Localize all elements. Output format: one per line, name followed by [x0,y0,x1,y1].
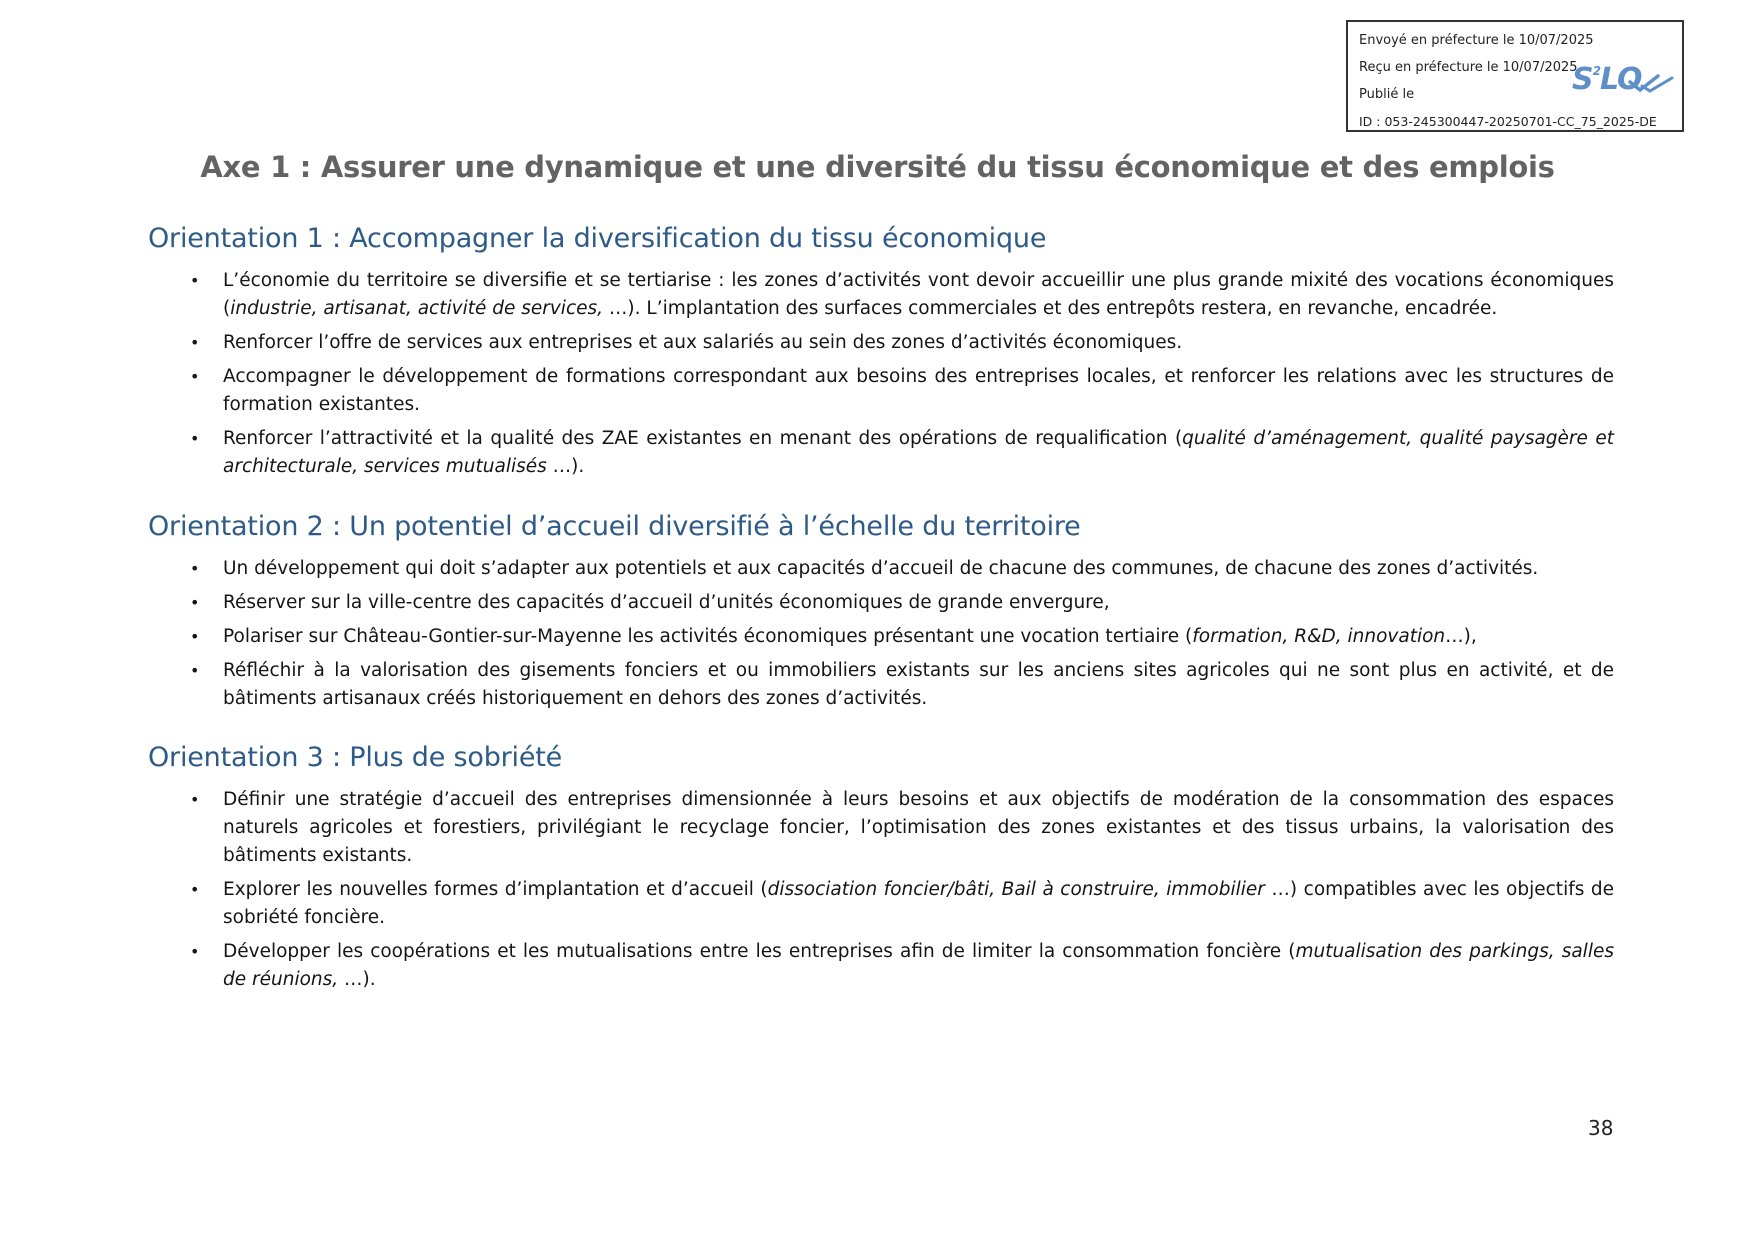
stamp-id: ID : 053-245300447-20250701-CC_75_2025-DE [1359,114,1657,129]
item-text: Renforcer l’attractivité et la qualité des ZAE existantes en menant des opérations de requalification ( [223,428,1183,449]
orientation-3-heading: Orientation 3 : Plus de sobriété [148,742,563,773]
bullet-icon: • [190,880,200,899]
item-text: …) compatibles avec les objectifs de sobriété foncière. [223,879,1614,928]
list-item [190,657,1614,713]
item-text: Explorer les nouvelles formes d’implantation et d’accueil ( [223,879,768,900]
item-text: Définir une stratégie d’accueil des entreprises dimensionnée à leurs besoins et aux objectifs de modération de la consommation des espaces naturels agricoles et forestiers, privilégiant le recyclage foncier, l’optimisation des zones existantes et des tissus urbains, la valorisation des bâtiments existants. [223,789,1614,866]
bullet-icon: • [190,627,200,646]
list-item [190,363,1614,419]
italic-text: dissociation foncier/bâti, Bail à construire, immobilier [767,879,1265,900]
prefecture-stamp [1346,20,1684,132]
bullet-icon: • [190,559,200,578]
bullet-icon: • [190,942,200,961]
list-item [190,555,1614,583]
item-text: …). [546,456,585,477]
orientation-2-list [190,555,1614,719]
item-text: L’économie du territoire se diversifie et se tertiarise : les zones d’activités vont devoir accueillir une plus grande mixité des vocations économiques ( [223,270,1614,319]
orientation-1-list [190,267,1614,487]
list-item [190,938,1614,994]
page-number: 38 [1588,1116,1614,1140]
list-item [190,786,1614,870]
list-item [190,589,1614,617]
item-text: Réfléchir à la valorisation des gisements fonciers et ou immobiliers existants sur les anciens sites agricoles qui ne sont plus en activité, et de bâtiments artisanaux créés historiquement en dehors des zones d’activités. [223,660,1614,709]
italic-text: formation, R&D, innovation [1192,626,1446,647]
item-text: Accompagner le développement de formations correspondant aux besoins des entreprises locales, et renforcer les relations avec les structures de formation existantes. [223,366,1614,415]
item-text: …). L’implantation des surfaces commerciales et des entrepôts restera, en revanche, encadrée. [603,298,1498,319]
list-item [190,623,1614,651]
item-text: Réserver sur la ville-centre des capacités d’accueil d’unités économiques de grande envergure, [223,592,1110,613]
stamp-sent-date: Envoyé en préfecture le 10/07/2025 [1359,33,1594,48]
italic-text: qualité d’aménagement, qualité paysagère et architecturale, services mutualisés [223,428,1614,477]
italic-text: industrie, artisanat, activité de services, [230,298,604,319]
s2lo-logo: $S^2LO$ [1572,62,1672,102]
item-text: Renforcer l’offre de services aux entreprises et aux salariés au sein des zones d’activités économiques. [223,332,1183,353]
stamp-published: Publié le [1359,87,1415,102]
bullet-icon: • [190,661,200,680]
stamp-received-date: Reçu en préfecture le 10/07/2025 [1359,60,1578,75]
page-title: Axe 1 : Assurer une dynamique et une diversité du tissu économique et des emplois [200,150,1555,184]
item-text: Polariser sur Château-Gontier-sur-Mayenne les activités économiques présentant une vocation tertiaire ( [223,626,1193,647]
list-item [190,876,1614,932]
item-text: Un développement qui doit s’adapter aux potentiels et aux capacités d’accueil de chacune des communes, de chacune des zones d’activités. [223,558,1539,579]
italic-text: mutualisation des parkings, salles de réunions, [223,941,1614,990]
bullet-icon: • [190,271,200,290]
bullet-icon: • [190,333,200,352]
item-text: …), [1445,626,1477,647]
orientation-1-heading: Orientation 1 : Accompagner la diversification du tissu économique [148,223,1047,254]
list-item [190,267,1614,323]
list-item [190,425,1614,481]
bullet-icon: • [190,790,200,809]
list-item [190,329,1614,357]
bullet-icon: • [190,367,200,386]
bullet-icon: • [190,429,200,448]
checkmark-swoosh-icon [1628,72,1674,94]
item-text: …). [338,969,376,990]
bullet-icon: • [190,593,200,612]
orientation-3-list [190,786,1614,1000]
item-text: Développer les coopérations et les mutualisations entre les entreprises afin de limiter la consommation foncière ( [223,941,1296,962]
orientation-2-heading: Orientation 2 : Un potentiel d’accueil diversifié à l’échelle du territoire [148,511,1081,542]
